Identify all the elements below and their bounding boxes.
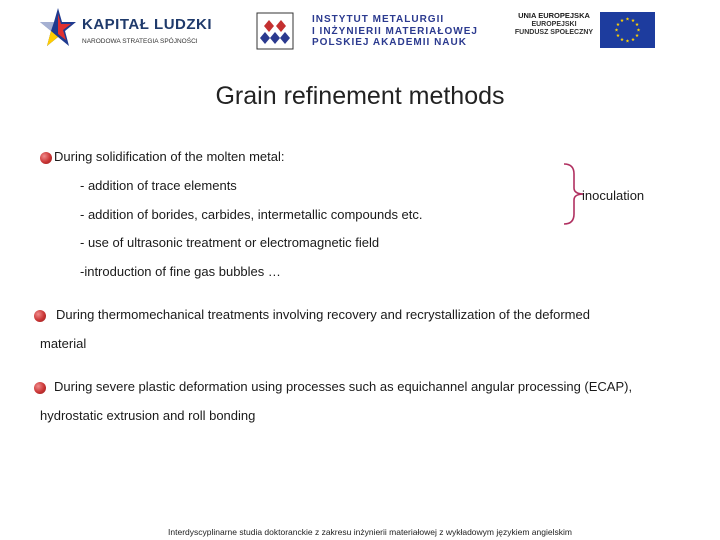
bullet-3-icon xyxy=(34,382,46,394)
imim-line-2: I INŻYNIERII MATERIAŁOWEJ xyxy=(312,25,478,37)
sub-item-3: - use of ultrasonic treatment or electromagnetic field xyxy=(80,235,380,250)
eu-line-3: FUNDUSZ SPOŁECZNY xyxy=(514,29,594,36)
bullet-2-line-2: material xyxy=(40,336,87,351)
footer-text: Interdyscyplinarne studia doktoranckie z zakresu inżynierii materiałowej z wykładowym językiem angielskim xyxy=(168,527,572,537)
inoculation-label: inoculation xyxy=(582,188,645,203)
imim-pan-logo xyxy=(256,12,478,52)
kapital-ludzki-logo xyxy=(38,6,213,54)
kapital-ludzki-subtitle: NARODOWA STRATEGIA SPÓJNOŚCI xyxy=(82,38,198,45)
imim-line-1: INSTYTUT METALURGII xyxy=(312,14,445,25)
page-title: Grain refinement methods xyxy=(215,82,505,110)
eu-line-1: UNIA EUROPEJSKA xyxy=(518,11,590,20)
eu-flag-icon xyxy=(600,12,655,48)
sub-item-4: -introduction of fine gas bubbles … xyxy=(80,264,281,279)
kapital-ludzki-title: KAPITAŁ LUDZKI xyxy=(82,16,213,33)
imim-emblem-icon xyxy=(256,12,294,50)
eu-line-2: EUROPEJSKI xyxy=(531,20,577,28)
bullet-3-line-1: During severe plastic deformation using processes such as equichannel angular processing (ECAP), xyxy=(54,379,633,394)
eu-text xyxy=(514,12,594,38)
bullet-1-icon xyxy=(40,152,52,164)
kapital-ludzki-star-icon xyxy=(38,6,78,52)
eu-logo xyxy=(514,10,656,50)
bullet-2-line-1: During thermomechanical treatments involving recovery and recrystallization of the deformed xyxy=(56,307,590,322)
bullet-3-line-2: hydrostatic extrusion and roll bonding xyxy=(40,408,256,423)
bullet-1-text: During solidification of the molten metal: xyxy=(54,149,285,164)
sub-item-2: - addition of borides, carbides, intermetallic compounds etc. xyxy=(80,207,423,222)
sub-item-1: - addition of trace elements xyxy=(80,178,237,193)
imim-name xyxy=(312,14,478,49)
imim-line-3: POLSKIEJ AKADEMII NAUK xyxy=(312,37,467,48)
bullet-2-icon xyxy=(34,310,46,322)
